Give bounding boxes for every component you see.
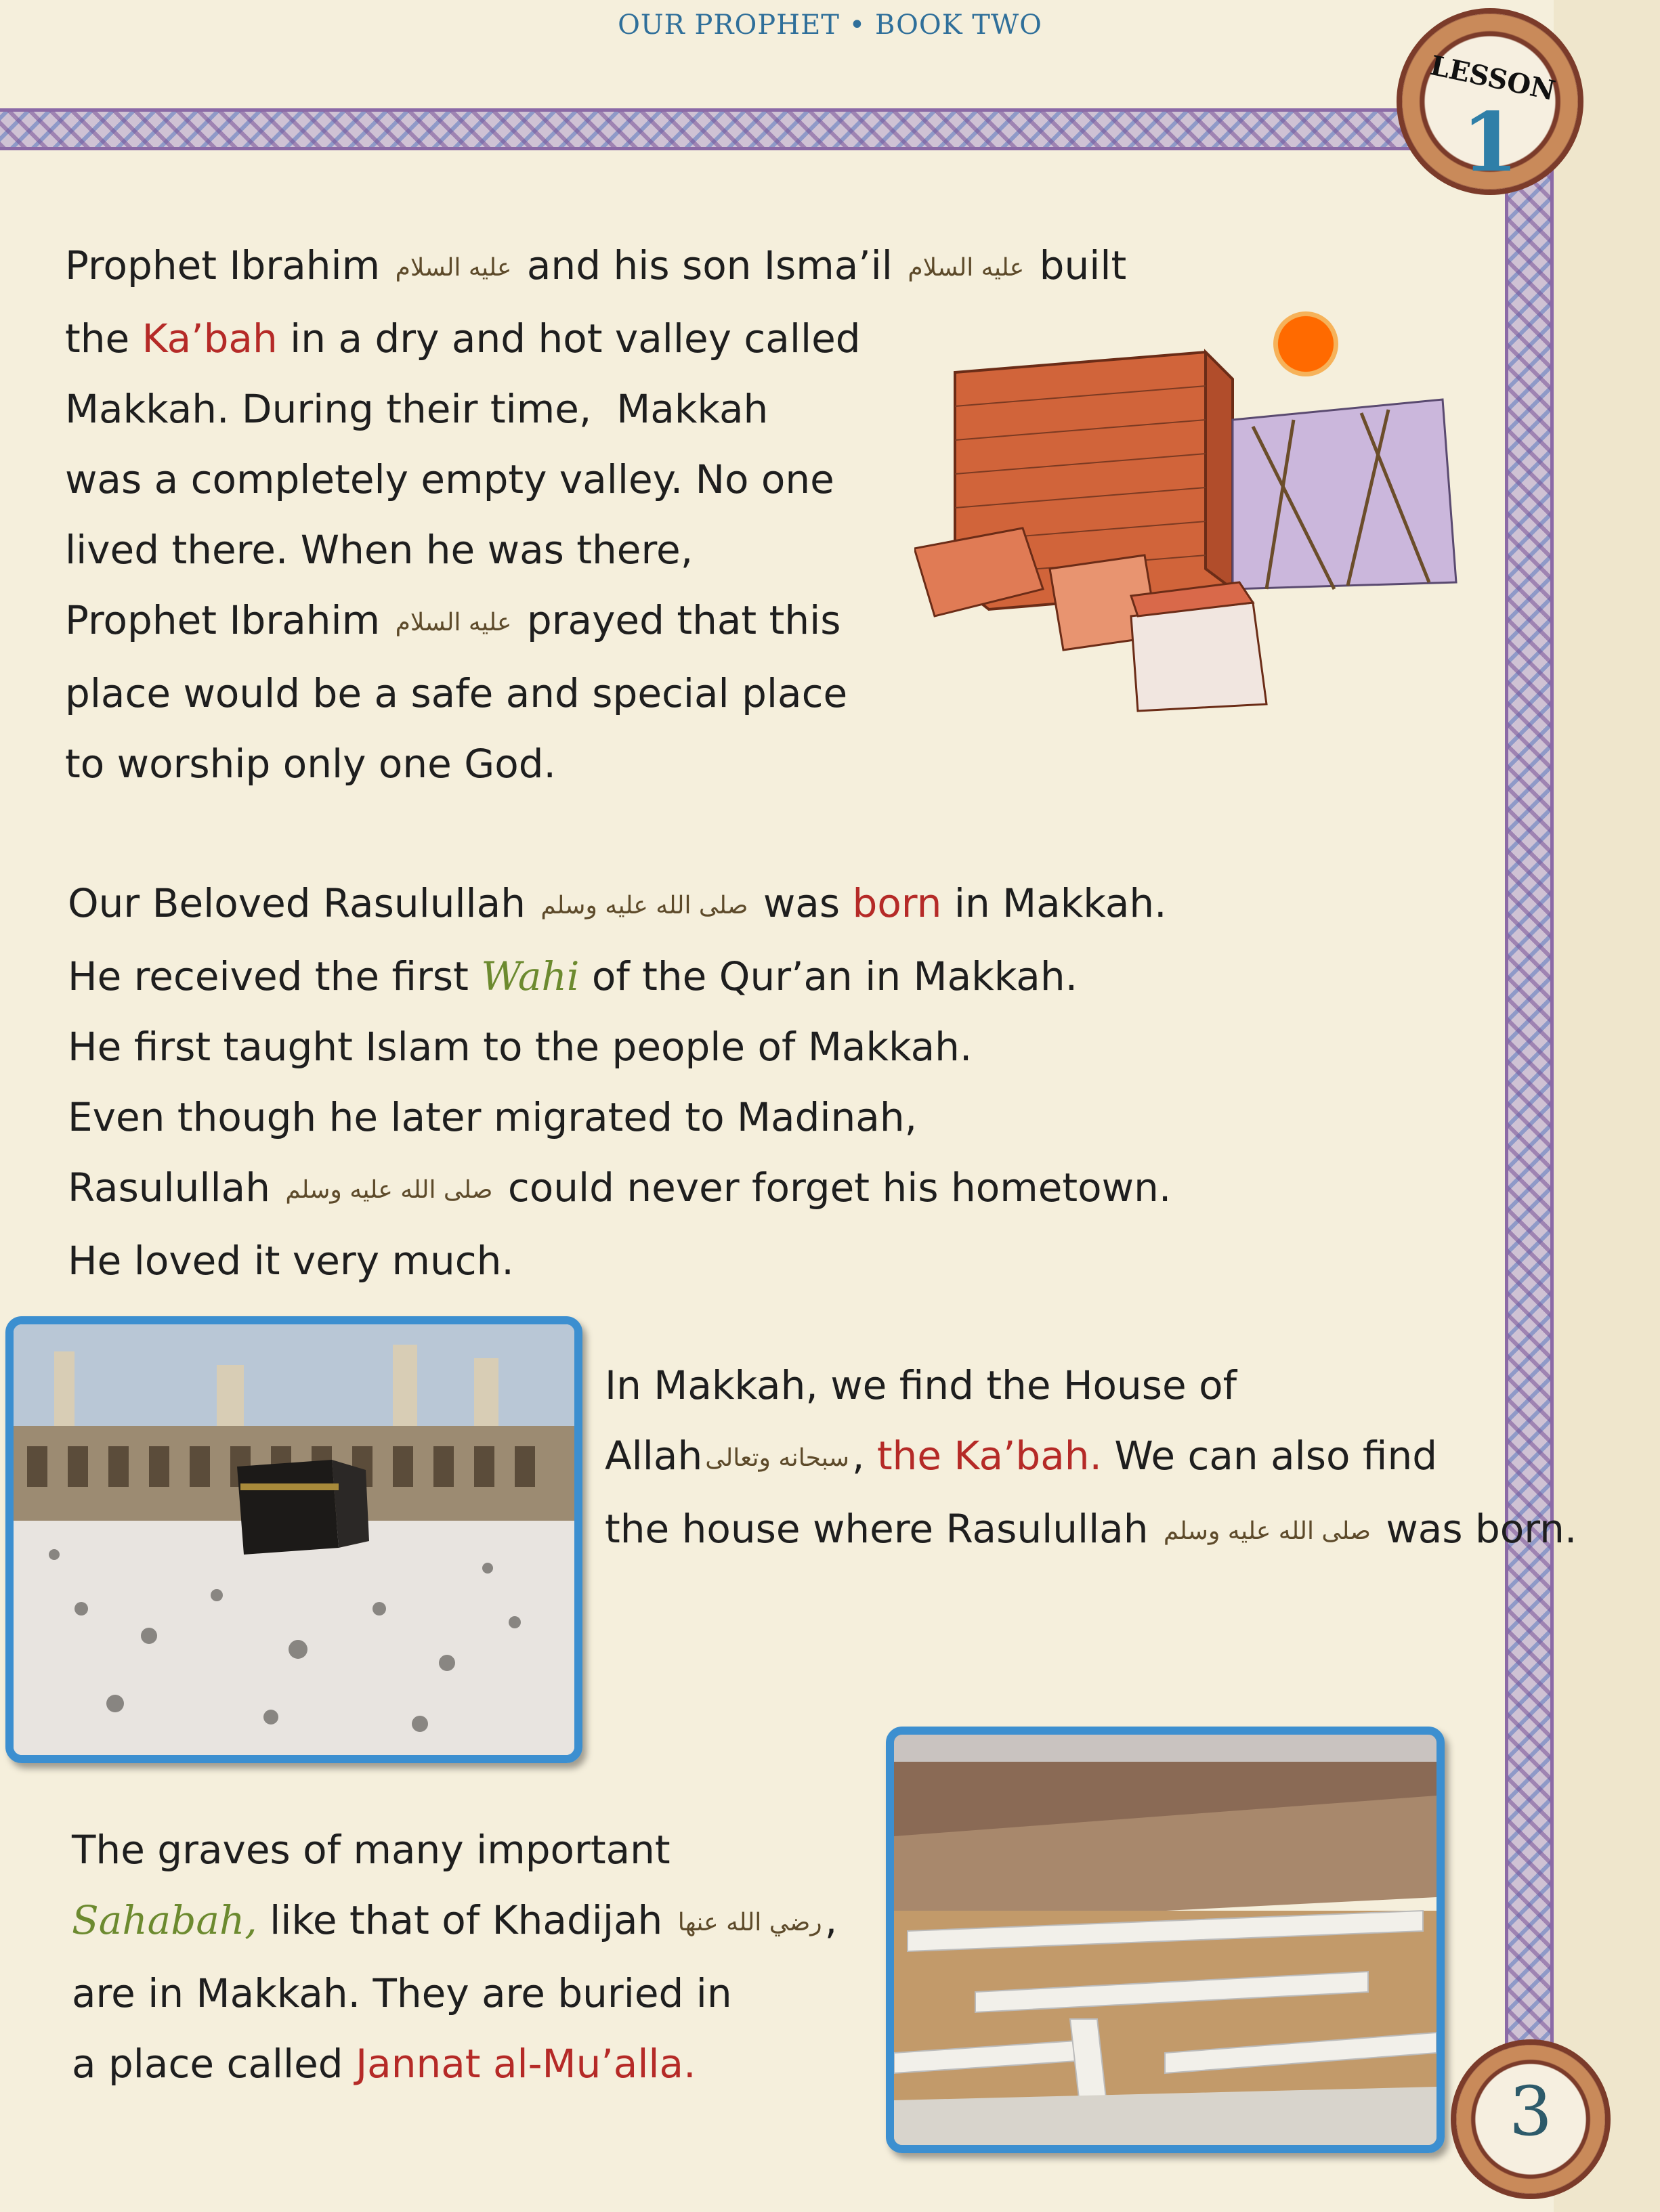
text-line: lived there. When he was there,	[65, 526, 694, 573]
text-line: Our Beloved Rasulullah صلى الله عليه وسلم was born in Makkah.	[68, 868, 1171, 941]
text-line: Prophet Ibrahim عليه السلام prayed that this	[65, 585, 1126, 658]
paragraph-rasulullah	[68, 868, 1171, 1296]
page-margin	[1554, 0, 1660, 2212]
text-line: to worship only one God.	[65, 740, 556, 787]
text-line: Sahabah, like that of Khadijah رضي الله عنها,	[72, 1885, 837, 1958]
honorific-glyph: صلى الله عليه وسلم	[540, 891, 748, 919]
text-line: was a completely empty valley. No one	[65, 456, 834, 502]
highlight-term: Wahi	[481, 953, 580, 999]
text-line: He loved it very much.	[68, 1237, 514, 1284]
jannat-al-mualla-photo	[886, 1727, 1445, 2153]
honorific-glyph: صلى الله عليه وسلم	[285, 1175, 493, 1204]
running-header: OUR PROPHET • BOOK TWO	[618, 9, 1042, 41]
highlight-term: Jannat al-Mu’alla.	[356, 2040, 696, 2087]
highlight-term: born	[852, 880, 942, 926]
lesson-number: 1	[1462, 95, 1518, 190]
text-line: are in Makkah. They are buried in	[72, 1970, 732, 2016]
text-line: place would be a safe and special place	[65, 670, 848, 716]
highlight-term: Ka’bah	[142, 315, 278, 362]
honorific-glyph: عليه السلام	[395, 253, 512, 282]
text-line: He received the first Wahi of the Qur’an in Makkah.	[68, 953, 1078, 999]
ornamental-border-top	[0, 108, 1554, 150]
text-line: The graves of many important	[72, 1827, 671, 1873]
honorific-glyph: سبحانه وتعالى	[705, 1444, 849, 1472]
honorific-glyph: صلى الله عليه وسلم	[1163, 1517, 1371, 1545]
text-line: He first taught Islam to the people of Makkah.	[68, 1023, 973, 1070]
lesson-label: LESSON	[1427, 49, 1558, 107]
text-line: Makkah. During their time, Makkah	[65, 385, 769, 432]
honorific-glyph: رضي الله عنها	[677, 1908, 822, 1936]
highlight-term: the Ka’bah.	[876, 1433, 1102, 1479]
honorific-glyph: عليه السلام	[908, 253, 1025, 282]
text-line: In Makkah, we find the House of	[605, 1362, 1237, 1408]
kabah-photo	[5, 1316, 582, 1763]
paragraph-house-of-allah	[605, 1350, 1577, 1567]
highlight-term: Sahabah,	[72, 1897, 257, 1943]
page-number: 3	[1509, 2072, 1552, 2151]
text-line: a place called Jannat al-Mu’alla.	[72, 2040, 696, 2087]
text-line: Allah سبحانه وتعالى, the Ka’bah. We can also find	[605, 1421, 1577, 1494]
text-line: Even though he later migrated to Madinah,	[68, 1093, 918, 1140]
text-line: Rasulullah صلى الله عليه وسلم could never forget his hometown.	[68, 1152, 1171, 1226]
ornamental-border-right	[1505, 108, 1554, 2140]
text-line: Prophet Ibrahim عليه السلام and his son Isma’il عليه السلام built	[65, 230, 1126, 303]
kabah-construction-illustration	[914, 298, 1470, 718]
paragraph-graves	[72, 1815, 837, 2099]
honorific-glyph: عليه السلام	[395, 608, 512, 636]
text-line: the house where Rasulullah صلى الله عليه وسلم was born.	[605, 1494, 1577, 1567]
text-line: the Ka’bah in a dry and hot valley called	[65, 315, 861, 362]
